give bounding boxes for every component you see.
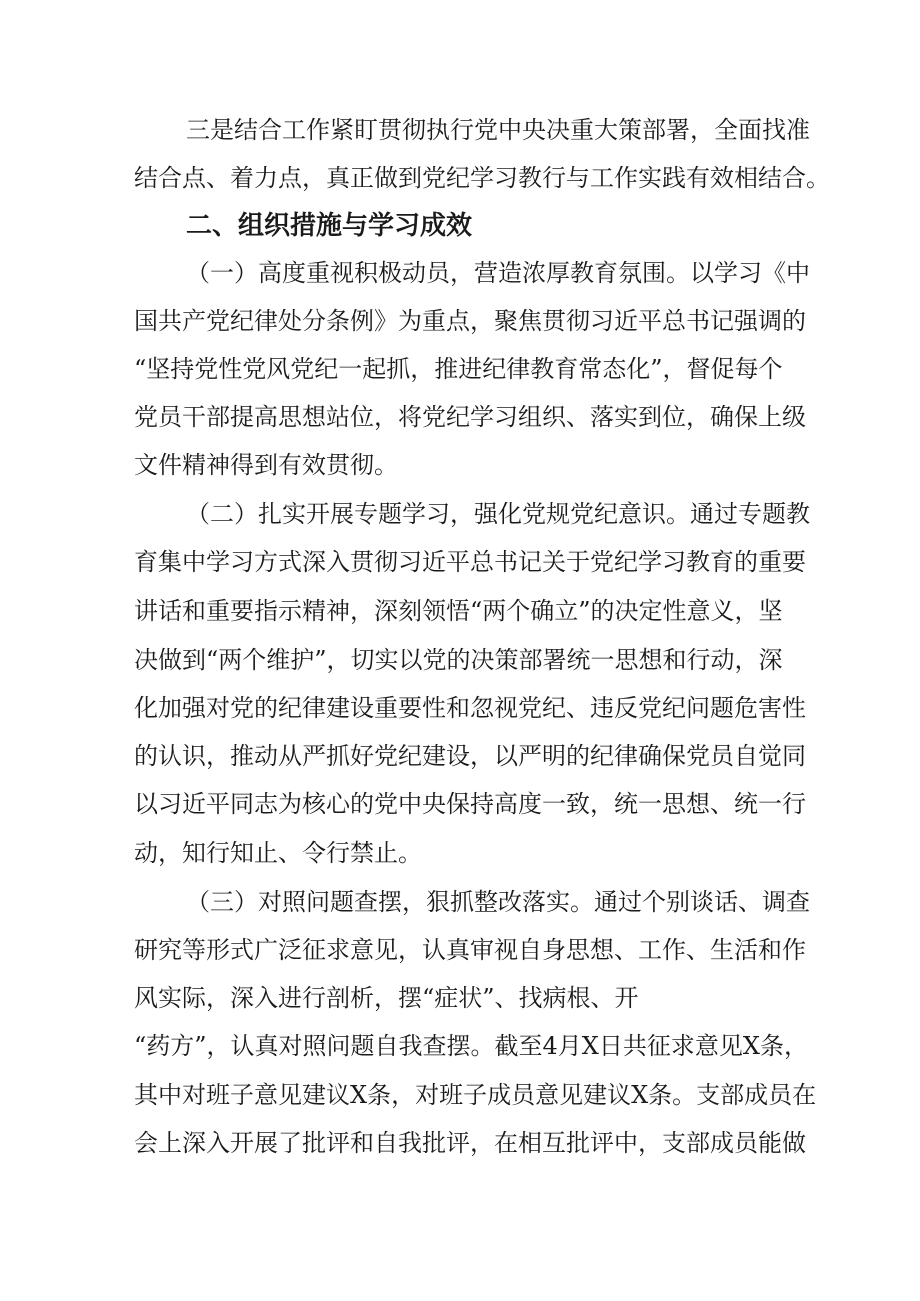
paragraph-2-line-2: 国共产党纪律处分条例》为重点，聚焦贯彻习近平总书记强调的 (134, 307, 806, 335)
paragraph-4-line-5: 其中对班子意见建议X条，对班子成员意见建议X条。支部成员在 (134, 1081, 817, 1109)
paragraph-3-line-8: 动，知行知止、令行禁止。 (134, 839, 422, 867)
paragraph-4-line-1: （三）对照问题查摆，狠抓整改落实。通过个别谈话、调查 (186, 888, 810, 916)
paragraph-4-line-6: 会上深入开展了批评和自我批评，在相互批评中，支部成员能做 (134, 1129, 806, 1157)
paragraph-3-line-2: 育集中学习方式深入贯彻习近平总书记关于党纪学习教育的重要 (134, 548, 806, 576)
paragraph-3-line-6: 的认识，推动从严抓好党纪建设，以严明的纪律确保党员自觉同 (134, 742, 806, 770)
paragraph-1-line-1: 三是结合工作紧盯贯彻执行党中央决重大策部署，全面找准 (186, 116, 810, 144)
paragraph-2-line-3: “坚持党性党风党纪一起抓，推进纪律教育常态化”，督促每个 (134, 355, 783, 383)
paragraph-4-line-2: 研究等形式广泛征求意见，认真审视自身思想、工作、生活和作 (134, 936, 806, 964)
paragraph-3-line-7: 以习近平同志为核心的党中央保持高度一致，统一思想、统一行 (134, 790, 806, 818)
paragraph-4-line-4: “药方”，认真对照问题自我查摆。截至4月X日共征求意见X条， (134, 1032, 808, 1060)
paragraph-3-line-1: （二）扎实开展专题学习，强化党规党纪意识。通过专题教 (186, 500, 810, 528)
paragraph-3-line-4: 决做到“两个维护”，切实以党的决策部署统一思想和行动，深 (134, 646, 783, 674)
paragraph-1-line-2: 结合点、着力点，真正做到党纪学习教行与工作实践有效相结合。 (134, 164, 830, 192)
section-heading: 二、组织措施与学习成效 (186, 211, 473, 241)
paragraph-3-line-3: 讲话和重要指示精神，深刻领悟“两个确立”的决定性意义，坚 (134, 597, 783, 625)
paragraph-4-line-3: 风实际，深入进行剖析，摆“症状”、找病根、开 (134, 984, 639, 1012)
paragraph-2-line-4: 党员干部提高思想站位，将党纪学习组织、落实到位，确保上级 (134, 403, 806, 431)
paragraph-2-line-5: 文件精神得到有效贯彻。 (134, 451, 398, 479)
paragraph-3-line-5: 化加强对党的纪律建设重要性和忽视党纪、违反党纪问题危害性 (134, 694, 806, 722)
paragraph-2-line-1: （一）高度重视积极动员，营造浓厚教育氛围。以学习《中 (186, 259, 810, 287)
